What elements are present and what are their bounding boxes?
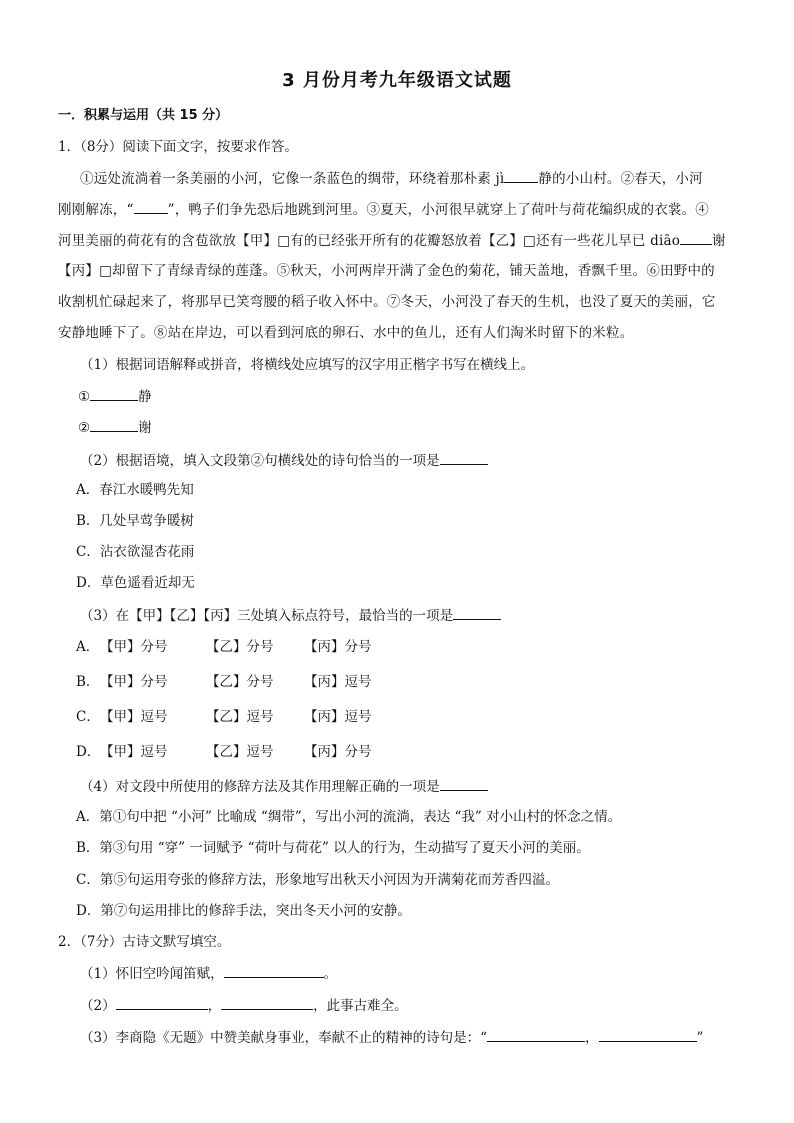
passage-line-1: ①远处流淌着一条美丽的小河，它像一条蓝色的绸带，环绕着那朴素 jì 静的小山村。②春天，小河: [80, 168, 703, 189]
page-title: 3 月份月考九年级语文试题: [282, 70, 512, 91]
sub4-option-d[interactable]: D．第⑦句运用排比的修辞手法，突出冬天小河的安静。: [76, 903, 411, 919]
passage-line-3: 河里美丽的荷花有的含苞欲放【甲】□有的已经张开所有的花瓣怒放着【乙】□还有一些花儿早已 diāo 谢: [58, 230, 726, 251]
q2-blank-3b[interactable]: [599, 1027, 697, 1042]
sub3-option-d[interactable]: D．【甲】逗号 【乙】逗号 【丙】分号: [76, 744, 372, 760]
sub4-option-a[interactable]: A．第①句中把 “小河” 比喻成 “绸带”，写出小河的流淌，表达 “我” 对小山村的怀念之情。: [76, 809, 622, 825]
sub3-option-b[interactable]: B．【甲】分号 【乙】分号 【丙】逗号: [76, 674, 372, 690]
sub3-option-a[interactable]: A．【甲】分号 【乙】分号 【丙】分号: [76, 639, 372, 655]
q2-blank-2b[interactable]: [221, 995, 313, 1010]
sub3-option-c[interactable]: C．【甲】逗号 【乙】逗号 【丙】逗号: [76, 709, 372, 725]
question-1-stem: 1．（8分）阅读下面文字，按要求作答。: [58, 139, 298, 155]
passage-line-4: 【丙】□却留下了青绿青绿的莲蓬。⑤秋天，小河两岸开满了金色的菊花，铺天盖地，香飘千里。⑥田野中的: [58, 263, 715, 279]
question-2-stem: 2．（7分）古诗文默写填空。: [58, 934, 231, 950]
sub2-option-b[interactable]: B．几处早莺争暖树: [76, 513, 194, 529]
sub2-option-c[interactable]: C．沾衣欲湿杏花雨: [76, 544, 195, 560]
sub1-answer-2: ② 谢: [78, 417, 152, 438]
q2-blank-3a[interactable]: [487, 1027, 585, 1042]
sub1-answer-1: ① 静: [78, 386, 152, 407]
sub2-option-d[interactable]: D．草色遥看近却无: [76, 575, 195, 591]
section-heading: 一．积累与运用（共 15 分）: [58, 108, 229, 123]
blank-ji: [504, 168, 538, 183]
answer-blank-1[interactable]: [90, 386, 138, 401]
sub4-stem: （4）对文段中所使用的修辞方法及其作用理解正确的一项是: [80, 776, 488, 797]
blank-diao: [680, 230, 712, 245]
sub4-option-b[interactable]: B．第③句用 “穿” 一词赋予 “荷叶与荷花” 以人的行为，生动描写了夏天小河的美丽。: [76, 840, 590, 856]
blank-poem: [134, 199, 168, 214]
q2-item-2: （2） ， ，此事古难全。: [80, 995, 408, 1016]
sub2-stem: （2）根据语境，填入文段第②句横线处的诗句恰当的一项是: [80, 450, 488, 471]
q2-blank-1[interactable]: [224, 963, 324, 978]
sub2-answer-blank[interactable]: [440, 450, 488, 465]
passage-line-6: 安静地睡下了。⑧站在岸边，可以看到河底的卵石、水中的鱼儿，还有人们淘米时留下的米粒。: [58, 325, 634, 341]
passage-line-5: 收割机忙碌起来了，将那早已笑弯腰的稻子收入怀中。⑦冬天，小河没了春天的生机，也没了夏天的美丽，它: [58, 294, 716, 310]
sub4-option-c[interactable]: C．第⑤句运用夸张的修辞方法，形象地写出秋天小河因为开满菊花而芳香四溢。: [76, 872, 559, 888]
q2-blank-2a[interactable]: [116, 995, 208, 1010]
sub4-answer-blank[interactable]: [440, 776, 488, 791]
q2-item-1: （1）怀旧空吟闻笛赋， 。: [80, 963, 337, 984]
sub3-stem: （3）在【甲】【乙】【丙】三处填入标点符号，最恰当的一项是: [80, 605, 501, 626]
answer-blank-2[interactable]: [90, 417, 138, 432]
sub2-option-a[interactable]: A．春江水暖鸭先知: [76, 482, 194, 498]
q2-item-3: （3）李商隐《无题》中赞美献身事业，奉献不止的精神的诗句是：“ ， ”: [80, 1027, 703, 1048]
passage-line-2: 刚刚解冻，“ ”，鸭子们争先恐后地跳到河里。③夏天，小河很早就穿上了荷叶与荷花编织成的衣裳。④: [58, 199, 709, 220]
sub1-stem: （1）根据词语解释或拼音，将横线处应填写的汉字用正楷字书写在横线上。: [80, 357, 535, 373]
sub3-answer-blank[interactable]: [453, 605, 501, 620]
